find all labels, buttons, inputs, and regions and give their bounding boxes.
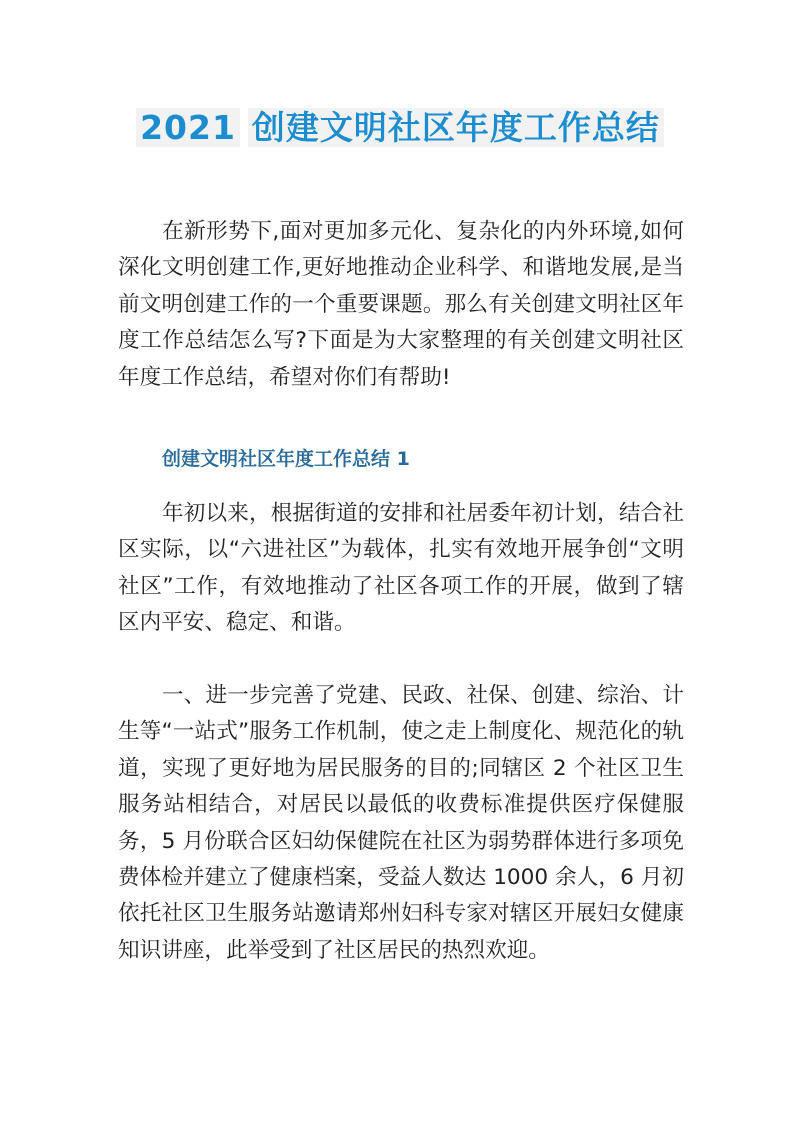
section-1-paragraph-2: 一、进一步完善了党建、民政、社保、创建、综治、计生等“一站式”服务工作机制，使之走上制度化、规范化的轨道，实现了更好地为居民服务的目的;同辖区 2 个社区卫生服务站相结合，对居民以最低的收费标准提供医疗保健服务，5 月份联合区妇幼保健院在社区为弱势群体进行多项免费体检并建立了健康档案，受益人数达 1000 余人，6 月初依托社区卫生服务站邀请郑州妇科专家对辖区开展妇女健康知识讲座，此举受到了社区居民的热烈欢迎。: [118, 683, 684, 963]
document-title: [0, 106, 800, 150]
section-heading-1: 创建文明社区年度工作总结 1: [162, 448, 410, 470]
title-year: 2021: [136, 108, 240, 147]
section-1-paragraph-1: 年初以来，根据街道的安排和社居委年初计划，结合社区实际，以“六进社区”为载体，扎实有效地开展争创“文明社区”工作，有效地推动了社区各项工作的开展，做到了辖区内平安、稳定、和谐。: [118, 501, 684, 636]
title-text: 创建文明社区年度工作总结: [248, 108, 664, 147]
intro-paragraph: 在新形势下,面对更加多元化、复杂化的内外环境,如何深化文明创建工作,更好地推动企业科学、和谐地发展,是当前文明创建工作的一个重要课题。那么有关创建文明社区年度工作总结怎么写?下面是为大家整理的有关创建文明社区年度工作总结，希望对你们有帮助!: [118, 219, 684, 390]
